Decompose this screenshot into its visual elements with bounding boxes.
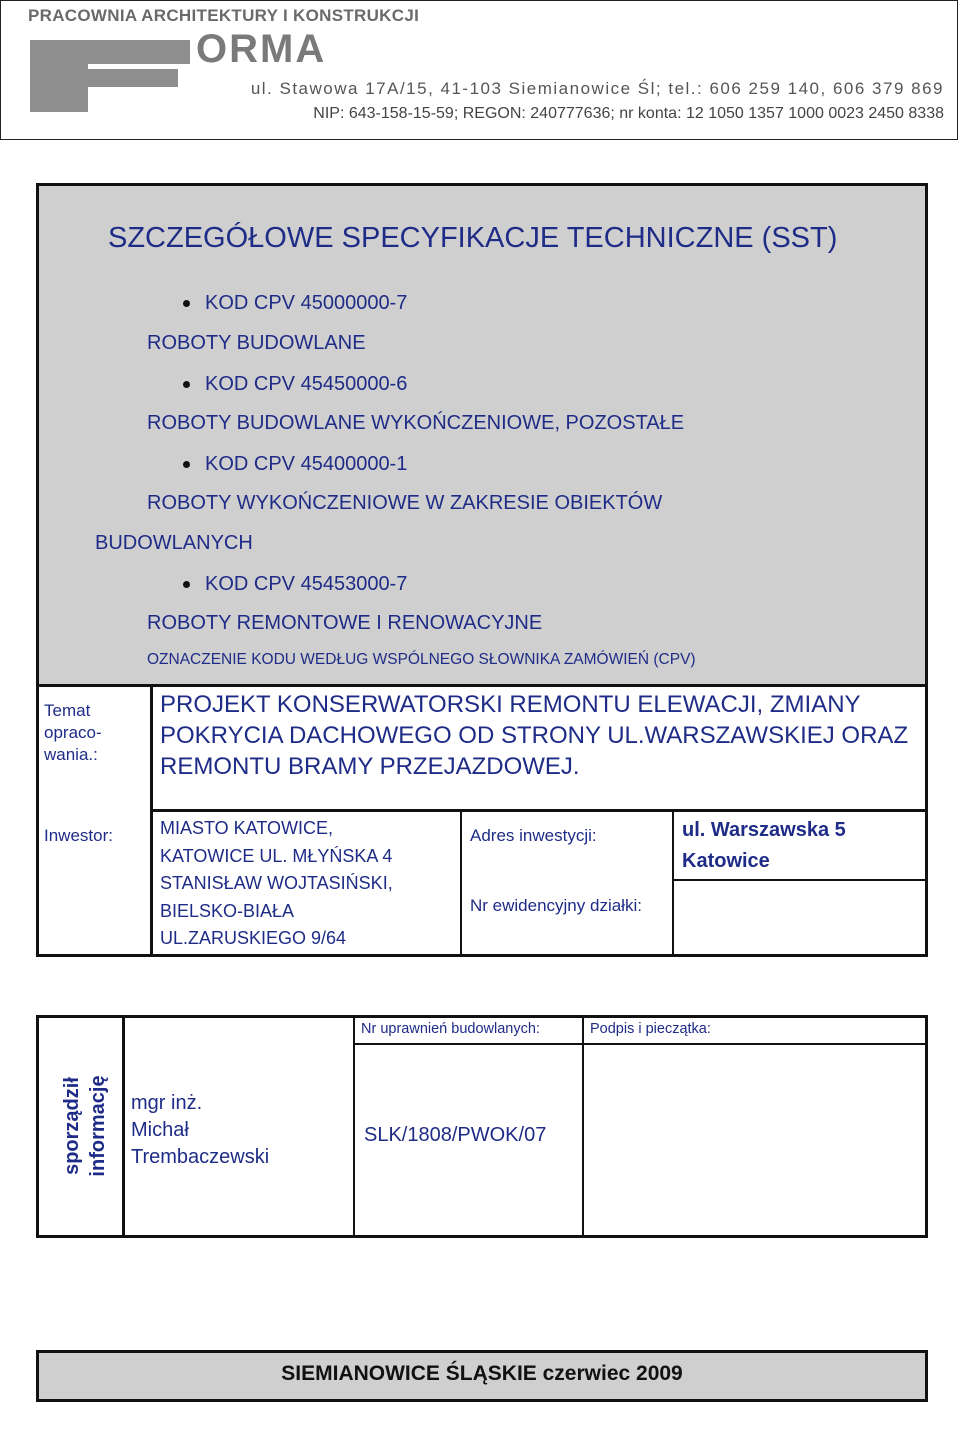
- signature-label: Podpis i pieczątka:: [590, 1021, 711, 1037]
- spec-title: SZCZEGÓŁOWE SPECYFIKACJE TECHNICZNE (SST): [108, 222, 838, 254]
- cpv-code: KOD CPV 45453000-7: [205, 573, 408, 595]
- company-address: ul. Stawowa 17A/15, 41-103 Siemianowice Śl; tel.: 606 259 140, 606 379 869: [250, 79, 944, 98]
- cpv-description-cont: BUDOWLANYCH: [95, 532, 253, 554]
- author-name-line: Trembaczewski: [131, 1146, 270, 1168]
- prepared-by-line: sporządził: [61, 1077, 83, 1175]
- investor-line: STANISŁAW WOJTASIŃSKI,: [160, 873, 393, 893]
- investor-line: KATOWICE UL. MŁYŃSKA 4: [160, 845, 393, 866]
- company-registration: NIP: 643-158-15-59; REGON: 240777636; nr konta: 12 1050 1357 1000 0023 2450 8338: [313, 105, 944, 122]
- cpv-description: ROBOTY REMONTOWE I RENOWACYJNE: [147, 612, 543, 634]
- prepared-by-text: [59, 1075, 111, 1176]
- project-title: PROJEKT KONSERWATORSKI REMONTU ELEWACJI, ZMIANY POKRYCIA DACHOWEGO OD STRONY UL.WARSZAWSKIEJ ORAZ REMONTU BRAMY PRZEJAZDOWEJ.: [160, 691, 909, 780]
- investor-details: [160, 815, 393, 953]
- author-name-line: Michał: [131, 1119, 189, 1141]
- cpv-code: KOD CPV 45400000-1: [205, 453, 408, 475]
- divider: [150, 684, 153, 954]
- cpv-code: KOD CPV 45450000-6: [205, 373, 408, 395]
- cpv-description: ROBOTY BUDOWLANE WYKOŃCZENIOWE, POZOSTAŁE: [147, 412, 685, 434]
- divider: [39, 684, 925, 687]
- divider: [672, 879, 925, 881]
- company-name: PRACOWNIA ARCHITEKTURY I KONSTRUKCJI: [28, 6, 420, 25]
- license-label: Nr uprawnień budowlanych:: [361, 1021, 540, 1037]
- investor-line: MIASTO KATOWICE,: [160, 818, 334, 838]
- topic-label-line: wania.:: [44, 745, 98, 764]
- address-value: [682, 815, 846, 877]
- investor-label: Inwestor:: [44, 826, 113, 845]
- divider: [672, 809, 674, 954]
- bullet-icon: [183, 381, 190, 388]
- author-name: [131, 1090, 269, 1171]
- investor-line: BIELSKO-BIAŁA: [160, 900, 295, 921]
- cpv-code: KOD CPV 45000000-7: [205, 292, 408, 314]
- divider: [353, 1043, 925, 1045]
- divider: [582, 1015, 584, 1238]
- bullet-icon: [183, 300, 190, 307]
- topic-label-line: opraco-: [44, 723, 102, 742]
- plot-number-label: Nr ewidencyjny działki:: [470, 896, 642, 915]
- divider: [150, 809, 925, 812]
- license-number: SLK/1808/PWOK/07: [364, 1124, 547, 1146]
- author-name-line: mgr inż.: [131, 1092, 203, 1114]
- topic-label: [44, 700, 102, 766]
- bullet-icon: [183, 581, 190, 588]
- topic-label-line: Temat: [44, 701, 91, 720]
- prepared-by-label: [55, 1070, 115, 1182]
- prepared-by-line: informację: [87, 1075, 109, 1177]
- spec-panel: [39, 186, 925, 684]
- divider: [122, 1015, 125, 1238]
- logo-f-top: [30, 40, 190, 64]
- cpv-description: ROBOTY BUDOWLANE: [147, 332, 366, 354]
- logo-f-middle: [88, 69, 178, 87]
- investor-line: UL.ZARUSKIEGO 9/64: [160, 928, 347, 948]
- cpv-note: OZNACZENIE KODU WEDŁUG WSPÓLNEGO SŁOWNIKA ZAMÓWIEŃ (CPV): [147, 651, 696, 668]
- cpv-description: ROBOTY WYKOŃCZENIOWE W ZAKRESIE OBIEKTÓW: [147, 492, 663, 514]
- divider: [353, 1015, 355, 1238]
- bullet-icon: [183, 461, 190, 468]
- place-date: SIEMIANOWICE ŚLĄSKIE czerwiec 2009: [281, 1362, 683, 1385]
- address-line: ul. Warszawska 5: [682, 819, 846, 841]
- address-label: Adres inwestycji:: [470, 826, 597, 845]
- address-line: Katowice: [682, 850, 770, 872]
- divider: [460, 809, 462, 954]
- logo-orma-text: ORMA: [196, 27, 327, 71]
